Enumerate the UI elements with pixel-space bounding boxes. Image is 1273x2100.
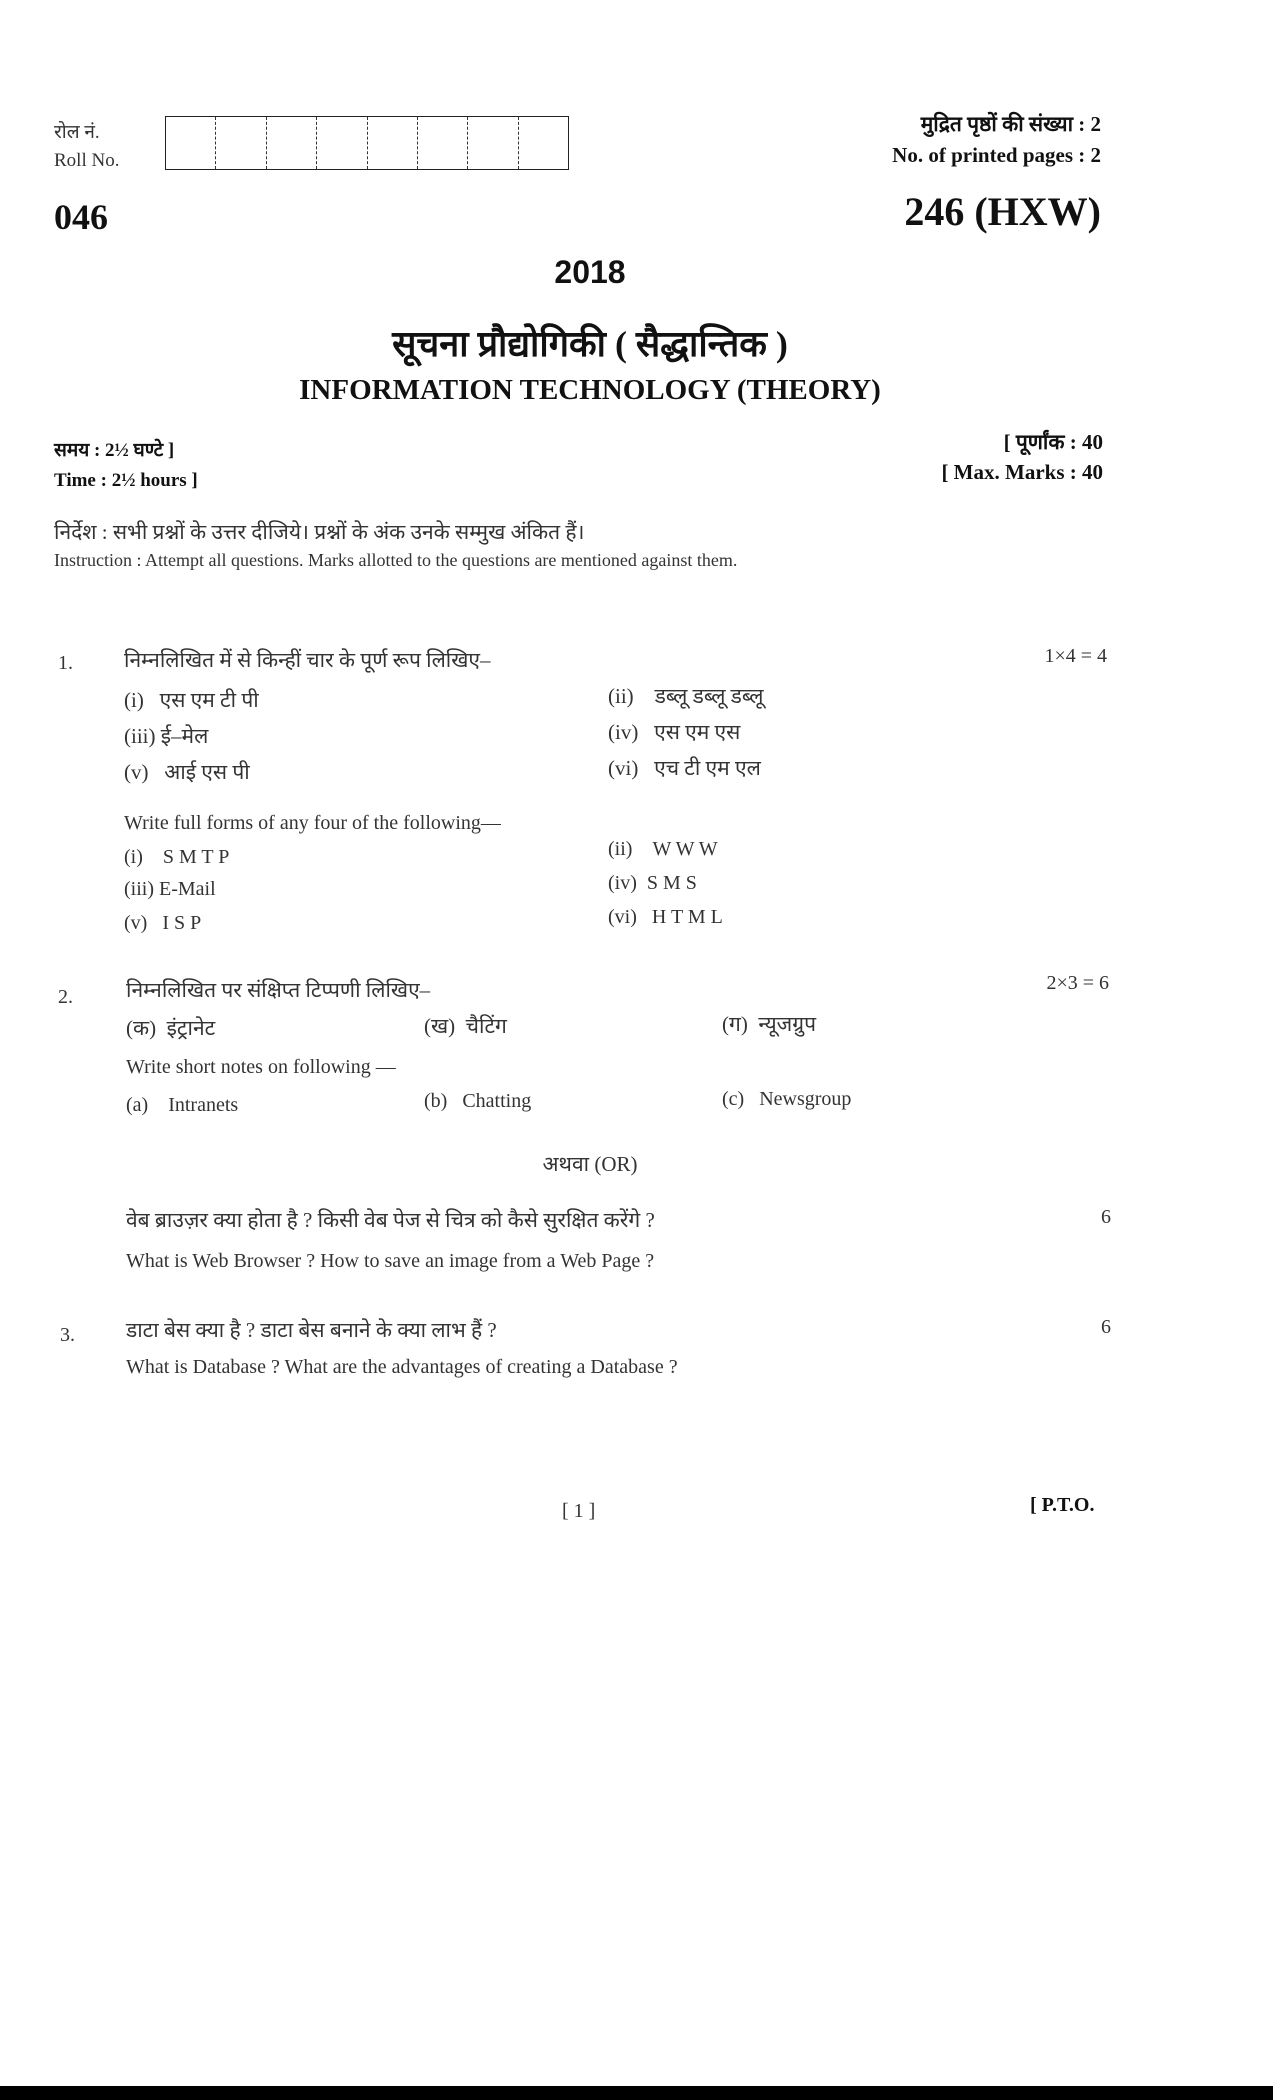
q1-item-hi-3: (iii) ई–मेल bbox=[124, 724, 209, 748]
title-english: INFORMATION TECHNOLOGY (THEORY) bbox=[299, 374, 881, 406]
scan-edge-band bbox=[0, 2086, 1273, 2100]
page-number: [ 1 ] bbox=[562, 1500, 596, 1522]
q1-item-en-1: (i) S M T P bbox=[124, 846, 230, 868]
q1-text-en: Write full forms of any four of the following— bbox=[124, 812, 501, 834]
q3-text-en: What is Database ? What are the advantages of creating a Database ? bbox=[126, 1356, 678, 1378]
q1-item-en-5: (v) I S P bbox=[124, 912, 202, 934]
q1-item-en-3: (iii) E-Mail bbox=[124, 878, 216, 900]
q2-text-hi: निम्नलिखित पर संक्षिप्त टिप्पणी लिखिए– bbox=[126, 978, 431, 1002]
time-hi: समय : 2½ घण्टे ] bbox=[54, 440, 175, 461]
max-marks-en: [ Max. Marks : 40 bbox=[941, 460, 1103, 484]
q2-item-hi-2: (ख) चैटिंग bbox=[424, 1014, 507, 1038]
q2-marks: 2×3 = 6 bbox=[1046, 972, 1109, 994]
roll-number-boxes bbox=[165, 116, 569, 170]
title-hindi: सूचना प्रौद्योगिकी ( सैद्धान्तिक ) bbox=[392, 324, 788, 364]
q1-item-hi-6: (vi) एच टी एम एल bbox=[608, 756, 761, 780]
q1-text-hi: निम्नलिखित में से किन्हीं चार के पूर्ण रूप लिखिए– bbox=[124, 648, 491, 672]
q2-number: 2. bbox=[58, 986, 73, 1008]
q2-item-en-2: (b) Chatting bbox=[424, 1090, 532, 1112]
q1-item-en-2: (ii) W W W bbox=[608, 838, 718, 860]
q1-marks: 1×4 = 4 bbox=[1044, 645, 1107, 667]
q1-item-en-4: (iv) S M S bbox=[608, 872, 697, 894]
q1-item-hi-2: (ii) डब्लू डब्लू डब्लू bbox=[608, 684, 764, 708]
q2-alt-en: What is Web Browser ? How to save an image from a Web Page ? bbox=[126, 1250, 655, 1272]
q2-item-hi-1: (क) इंट्रानेट bbox=[126, 1016, 216, 1040]
or-divider: अथवा (OR) bbox=[542, 1152, 638, 1176]
q1-item-hi-4: (iv) एस एम एस bbox=[608, 720, 741, 744]
q2-text-en: Write short notes on following — bbox=[126, 1056, 396, 1078]
printed-pages-en: No. of printed pages : 2 bbox=[892, 143, 1101, 167]
q3-text-hi: डाटा बेस क्या है ? डाटा बेस बनाने के क्या लाभ हैं ? bbox=[126, 1318, 497, 1342]
pto-label: [ P.T.O. bbox=[1030, 1494, 1095, 1516]
time-en: Time : 2½ hours ] bbox=[54, 470, 198, 491]
q1-item-en-6: (vi) H T M L bbox=[608, 906, 723, 928]
q1-item-hi-1: (i) एस एम टी पी bbox=[124, 688, 259, 712]
max-marks-hi: [ पूर्णांक : 40 bbox=[1003, 430, 1103, 454]
paper-code-right: 246 (HXW) bbox=[904, 189, 1101, 234]
roll-label-en: Roll No. bbox=[54, 150, 120, 171]
instruction-hi: निर्देश : सभी प्रश्नों के उत्तर दीजिये। प्रश्नों के अंक उनके सम्मुख अंकित हैं। bbox=[54, 520, 585, 544]
printed-pages-hi: मुद्रित पृष्ठों की संख्या : 2 bbox=[920, 112, 1101, 136]
q2-alt-hi: वेब ब्राउज़र क्या होता है ? किसी वेब पेज से चित्र को कैसे सुरक्षित करेंगे ? bbox=[126, 1208, 655, 1232]
q2-alt-marks: 6 bbox=[1101, 1206, 1111, 1228]
q2-item-en-1: (a) Intranets bbox=[126, 1094, 239, 1116]
q1-number: 1. bbox=[58, 652, 73, 674]
exam-year: 2018 bbox=[554, 254, 626, 290]
q1-item-hi-5: (v) आई एस पी bbox=[124, 760, 250, 784]
roll-label-hi: रोल नं. bbox=[54, 122, 100, 143]
q2-item-hi-3: (ग) न्यूजग्रुप bbox=[722, 1012, 817, 1036]
q3-marks: 6 bbox=[1101, 1316, 1111, 1338]
q3-number: 3. bbox=[60, 1324, 75, 1346]
instruction-en: Instruction : Attempt all questions. Marks allotted to the questions are mentioned against them. bbox=[54, 550, 738, 570]
paper-code-left: 046 bbox=[54, 197, 108, 237]
q2-item-en-3: (c) Newsgroup bbox=[722, 1088, 852, 1110]
